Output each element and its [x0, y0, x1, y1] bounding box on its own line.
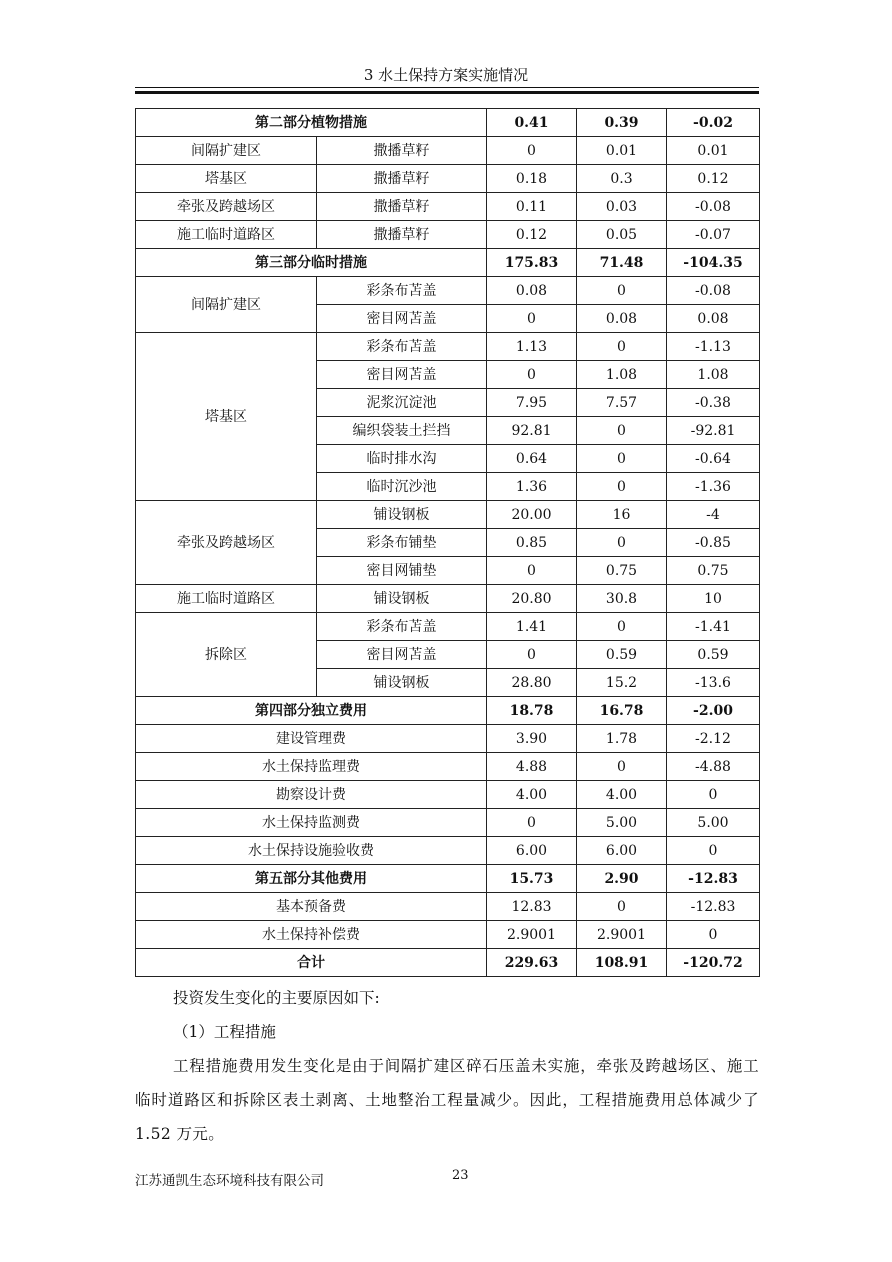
- measure-cell: 彩条布苫盖: [317, 277, 487, 305]
- section-row: [136, 865, 760, 893]
- actual-value-cell: 71.48: [577, 249, 667, 277]
- section-row: [136, 249, 760, 277]
- change-value-cell: -13.6: [667, 669, 760, 697]
- table-row: [136, 837, 760, 865]
- change-value-cell: -120.72: [667, 949, 760, 977]
- measure-cell: 撒播草籽: [317, 193, 487, 221]
- measure-cell: 密目网苫盖: [317, 641, 487, 669]
- plan-value-cell: 0: [487, 557, 577, 585]
- fee-label-cell: 水土保持补偿费: [136, 921, 487, 949]
- change-value-cell: -0.02: [667, 109, 760, 137]
- fee-label-cell: 勘察设计费: [136, 781, 487, 809]
- actual-value-cell: 0: [577, 333, 667, 361]
- plan-value-cell: 0: [487, 641, 577, 669]
- plan-value-cell: 0.08: [487, 277, 577, 305]
- plan-value-cell: 2.9001: [487, 921, 577, 949]
- change-value-cell: 0.59: [667, 641, 760, 669]
- section-label-cell: 第四部分独立费用: [136, 697, 487, 725]
- plan-value-cell: 1.36: [487, 473, 577, 501]
- table-row: [136, 165, 760, 193]
- plan-value-cell: 6.00: [487, 837, 577, 865]
- section-label-cell: 第三部分临时措施: [136, 249, 487, 277]
- section-label-cell: 合计: [136, 949, 487, 977]
- table-row: [136, 501, 760, 529]
- table-row: [136, 585, 760, 613]
- change-value-cell: 0.01: [667, 137, 760, 165]
- plan-value-cell: 0.64: [487, 445, 577, 473]
- area-cell: 间隔扩建区: [136, 137, 317, 165]
- actual-value-cell: 16: [577, 501, 667, 529]
- change-value-cell: -104.35: [667, 249, 760, 277]
- plan-value-cell: 15.73: [487, 865, 577, 893]
- measure-cell: 临时排水沟: [317, 445, 487, 473]
- actual-value-cell: 2.9001: [577, 921, 667, 949]
- measure-cell: 密目网铺垫: [317, 557, 487, 585]
- measure-cell: 撒播草籽: [317, 165, 487, 193]
- actual-value-cell: 5.00: [577, 809, 667, 837]
- plan-value-cell: 0.85: [487, 529, 577, 557]
- section-row: [136, 697, 760, 725]
- measure-cell: 泥浆沉淀池: [317, 389, 487, 417]
- change-value-cell: -1.36: [667, 473, 760, 501]
- actual-value-cell: 30.8: [577, 585, 667, 613]
- change-value-cell: -4: [667, 501, 760, 529]
- plan-value-cell: 7.95: [487, 389, 577, 417]
- plan-value-cell: 0.41: [487, 109, 577, 137]
- plan-value-cell: 18.78: [487, 697, 577, 725]
- area-cell: 塔基区: [136, 333, 317, 501]
- actual-value-cell: 0.08: [577, 305, 667, 333]
- plan-value-cell: 4.00: [487, 781, 577, 809]
- plan-value-cell: 0.11: [487, 193, 577, 221]
- plan-value-cell: 229.63: [487, 949, 577, 977]
- actual-value-cell: 0.03: [577, 193, 667, 221]
- plan-value-cell: 92.81: [487, 417, 577, 445]
- measure-cell: 密目网苫盖: [317, 305, 487, 333]
- header-rule-thick: [135, 91, 759, 94]
- plan-value-cell: 28.80: [487, 669, 577, 697]
- change-value-cell: -12.83: [667, 893, 760, 921]
- measure-cell: 撒播草籽: [317, 137, 487, 165]
- table-row: [136, 921, 760, 949]
- engineering-measures-heading: （1）工程措施: [173, 1023, 276, 1041]
- plan-value-cell: 4.88: [487, 753, 577, 781]
- change-value-cell: -12.83: [667, 865, 760, 893]
- change-value-cell: 0.12: [667, 165, 760, 193]
- area-cell: 塔基区: [136, 165, 317, 193]
- plan-value-cell: 0: [487, 809, 577, 837]
- fee-label-cell: 建设管理费: [136, 725, 487, 753]
- change-value-cell: 10: [667, 585, 760, 613]
- actual-value-cell: 1.08: [577, 361, 667, 389]
- actual-value-cell: 0.59: [577, 641, 667, 669]
- table-row: [136, 193, 760, 221]
- measure-cell: 彩条布苫盖: [317, 333, 487, 361]
- plan-value-cell: 0.12: [487, 221, 577, 249]
- table-row: [136, 277, 760, 305]
- actual-value-cell: 15.2: [577, 669, 667, 697]
- change-value-cell: -0.08: [667, 277, 760, 305]
- actual-value-cell: 0: [577, 613, 667, 641]
- measure-cell: 密目网苫盖: [317, 361, 487, 389]
- actual-value-cell: 0.75: [577, 557, 667, 585]
- plan-value-cell: 20.00: [487, 501, 577, 529]
- footer-company-name: 江苏通凯生态环境科技有限公司: [135, 1173, 324, 1189]
- fee-label-cell: 基本预备费: [136, 893, 487, 921]
- change-value-cell: -2.00: [667, 697, 760, 725]
- actual-value-cell: 0.05: [577, 221, 667, 249]
- change-value-cell: 0.75: [667, 557, 760, 585]
- header-rule-thin: [135, 87, 759, 88]
- actual-value-cell: 0: [577, 277, 667, 305]
- measure-cell: 编织袋装土拦挡: [317, 417, 487, 445]
- plan-value-cell: 0: [487, 361, 577, 389]
- section-row: [136, 109, 760, 137]
- actual-value-cell: 2.90: [577, 865, 667, 893]
- area-cell: 施工临时道路区: [136, 585, 317, 613]
- actual-value-cell: 0.01: [577, 137, 667, 165]
- change-value-cell: -1.13: [667, 333, 760, 361]
- actual-value-cell: 6.00: [577, 837, 667, 865]
- table-row: [136, 221, 760, 249]
- section-label-cell: 第五部分其他费用: [136, 865, 487, 893]
- actual-value-cell: 0: [577, 473, 667, 501]
- plan-value-cell: 0: [487, 137, 577, 165]
- plan-value-cell: 20.80: [487, 585, 577, 613]
- page-header-title: 3 水土保持方案实施情况: [363, 66, 529, 84]
- plan-value-cell: 3.90: [487, 725, 577, 753]
- actual-value-cell: 0: [577, 529, 667, 557]
- actual-value-cell: 0: [577, 445, 667, 473]
- plan-value-cell: 1.41: [487, 613, 577, 641]
- table-row: [136, 725, 760, 753]
- change-value-cell: 0.08: [667, 305, 760, 333]
- table-body: [136, 109, 760, 977]
- change-value-cell: -0.85: [667, 529, 760, 557]
- change-value-cell: 0: [667, 781, 760, 809]
- area-cell: 施工临时道路区: [136, 221, 317, 249]
- measure-cell: 彩条布铺垫: [317, 529, 487, 557]
- actual-value-cell: 1.78: [577, 725, 667, 753]
- change-value-cell: 0: [667, 837, 760, 865]
- measure-cell: 铺设钢板: [317, 501, 487, 529]
- change-value-cell: -0.08: [667, 193, 760, 221]
- plan-value-cell: 1.13: [487, 333, 577, 361]
- table-row: [136, 809, 760, 837]
- actual-value-cell: 0.39: [577, 109, 667, 137]
- fee-label-cell: 水土保持设施验收费: [136, 837, 487, 865]
- area-cell: 拆除区: [136, 613, 317, 697]
- actual-value-cell: 0: [577, 417, 667, 445]
- change-value-cell: -1.41: [667, 613, 760, 641]
- actual-value-cell: 0: [577, 753, 667, 781]
- measure-cell: 铺设钢板: [317, 669, 487, 697]
- actual-value-cell: 0.3: [577, 165, 667, 193]
- actual-value-cell: 108.91: [577, 949, 667, 977]
- measure-cell: 临时沉沙池: [317, 473, 487, 501]
- engineering-measures-paragraph: 工程措施费用发生变化是由于间隔扩建区碎石压盖未实施，牵张及跨越场区、施工临时道路区和拆除区表土剥离、土地整治工程量减少。因此，工程措施费用总体减少了 1.52 万元。: [135, 1057, 759, 1143]
- area-cell: 间隔扩建区: [136, 277, 317, 333]
- fee-label-cell: 水土保持监测费: [136, 809, 487, 837]
- change-value-cell: -2.12: [667, 725, 760, 753]
- actual-value-cell: 4.00: [577, 781, 667, 809]
- table-row: [136, 137, 760, 165]
- area-cell: 牵张及跨越场区: [136, 193, 317, 221]
- change-value-cell: 0: [667, 921, 760, 949]
- section-label-cell: 第二部分植物措施: [136, 109, 487, 137]
- area-cell: 牵张及跨越场区: [136, 501, 317, 585]
- table-row: [136, 753, 760, 781]
- investment-comparison-table: [135, 108, 760, 977]
- actual-value-cell: 16.78: [577, 697, 667, 725]
- table-row: [136, 781, 760, 809]
- actual-value-cell: 0: [577, 893, 667, 921]
- actual-value-cell: 7.57: [577, 389, 667, 417]
- change-value-cell: -4.88: [667, 753, 760, 781]
- measure-cell: 彩条布苫盖: [317, 613, 487, 641]
- fee-label-cell: 水土保持监理费: [136, 753, 487, 781]
- measure-cell: 撒播草籽: [317, 221, 487, 249]
- measure-cell: 铺设钢板: [317, 585, 487, 613]
- section-row: [136, 949, 760, 977]
- plan-value-cell: 0.18: [487, 165, 577, 193]
- table-row: [136, 333, 760, 361]
- table-row: [136, 893, 760, 921]
- change-value-cell: 5.00: [667, 809, 760, 837]
- change-value-cell: -0.38: [667, 389, 760, 417]
- plan-value-cell: 0: [487, 305, 577, 333]
- change-value-cell: -0.07: [667, 221, 760, 249]
- change-value-cell: 1.08: [667, 361, 760, 389]
- change-value-cell: -0.64: [667, 445, 760, 473]
- plan-value-cell: 12.83: [487, 893, 577, 921]
- change-value-cell: -92.81: [667, 417, 760, 445]
- plan-value-cell: 175.83: [487, 249, 577, 277]
- footer-page-number: 23: [452, 1168, 469, 1183]
- table-row: [136, 613, 760, 641]
- change-reason-intro: 投资发生变化的主要原因如下:: [173, 989, 380, 1007]
